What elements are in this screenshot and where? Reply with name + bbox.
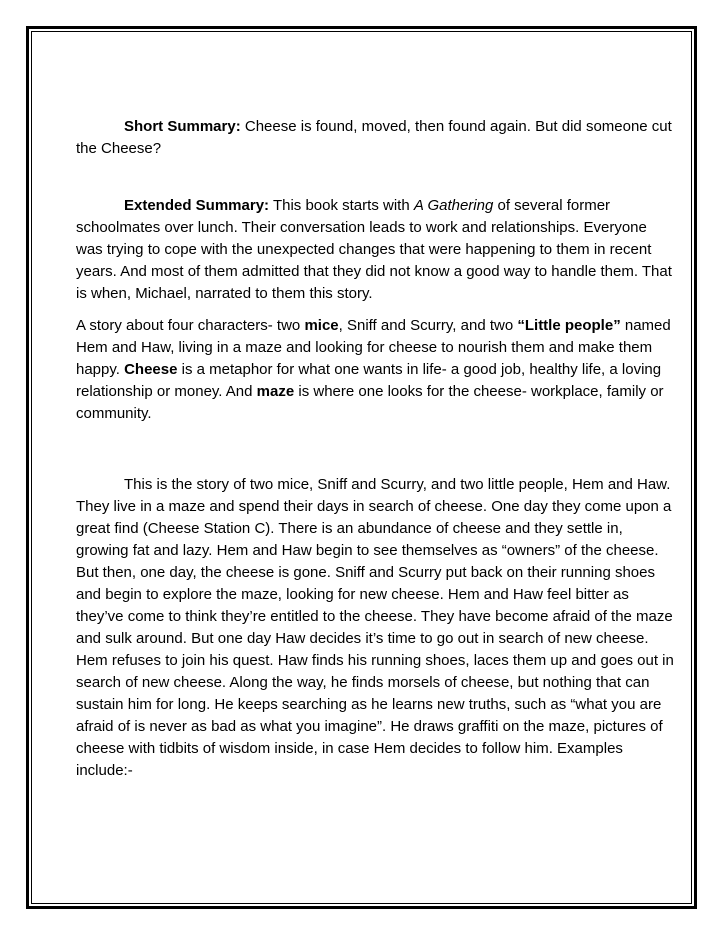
story-intro-paragraph xyxy=(76,315,676,425)
extended-summary-label: Extended Summary: xyxy=(124,197,270,214)
short-summary-paragraph xyxy=(76,116,676,160)
story-intro-text-1: A story about four characters- two xyxy=(76,317,305,334)
extended-summary-text-after: of several former schoolmates over lunch. Their conversation leads to work and relationships. Everyone was trying to cope with the unexpected changes that were happening to them in recent years. And most of them admitted that they did not know a good way to handle them. That is when, Michael, narrated to them this story. xyxy=(76,197,672,302)
story-body-paragraph: This is the story of two mice, Sniff and Scurry, and two little people, Hem and Haw. They live in a maze and spend their days in search of cheese. One day they come upon a great find (Cheese Station C). There is an abundance of cheese and they settle in, growing fat and lazy. Hem and Haw begin to see themselves as “owners” of the cheese. But then, one day, the cheese is gone. Sniff and Scurry put back on their running shoes and begin to explore the maze, looking for new cheese. Hem and Haw feel bitter as they’ve come to think they’re entitled to the cheese. They have become afraid of the maze and sulk around. But one day Haw decides it’s time to go out in search of new cheese. Hem refuses to join his quest. Haw finds his running shoes, laces them up and goes out in search of new cheese. Along the way, he finds morsels of cheese, but nothing that can sustain him for long. He keeps searching as he learns new truths, such as “what you are afraid of is never as bad as what you imagine”. He draws graffiti on the maze, pictures of cheese with tidbits of wisdom inside, in case Hem decides to follow him. Examples include:- xyxy=(76,476,674,779)
short-summary-label: Short Summary: xyxy=(124,118,241,135)
extended-summary-italic-title: A Gathering xyxy=(413,197,494,214)
story-intro-bold-cheese: Cheese xyxy=(124,361,178,378)
extended-summary-text-before: This book starts with xyxy=(269,197,414,214)
document-body xyxy=(76,116,676,782)
story-intro-bold-maze: maze xyxy=(256,383,295,400)
extended-summary-paragraph xyxy=(76,195,676,305)
story-intro-text-5: is where one looks for the cheese- workplace, family or community. xyxy=(76,383,664,422)
story-intro-bold-mice: mice xyxy=(304,317,339,334)
short-summary-text: Cheese is found, moved, then found again. But did someone cut the Cheese? xyxy=(76,118,672,157)
story-intro-text-3: named Hem and Haw, living in a maze and looking for cheese to nourish them and make them happy. xyxy=(76,317,671,378)
story-intro-bold-little-people: “Little people” xyxy=(517,317,621,334)
story-intro-text-4: is a metaphor for what one wants in life- a good job, healthy life, a loving relationship or money. And xyxy=(76,361,662,400)
story-intro-text-2: , Sniff and Scurry, and two xyxy=(338,317,518,334)
